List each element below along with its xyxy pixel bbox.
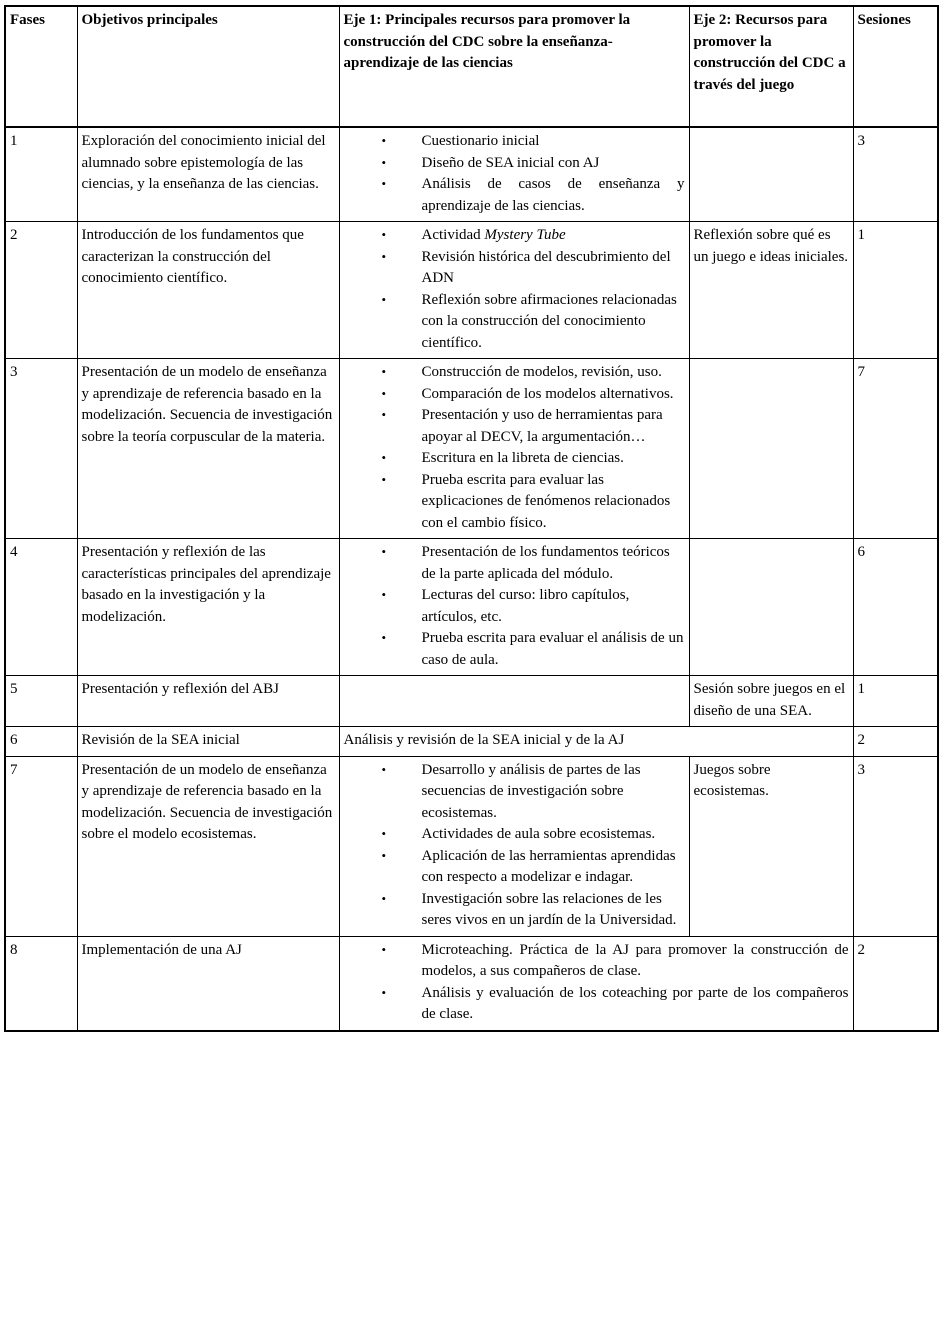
cell-objetivo: Presentación y reflexión del ABJ — [77, 676, 339, 727]
cell-sesiones: 6 — [853, 539, 938, 676]
column-header-sesiones: Sesiones — [853, 6, 938, 127]
cell-eje2 — [689, 127, 853, 222]
cell-fase: 5 — [5, 676, 77, 727]
list-item: • Microteaching. Práctica de la AJ para promover la construcción de modelos, a sus compañeros de clase. — [344, 940, 849, 983]
cell-fase: 6 — [5, 727, 77, 757]
table-row — [5, 936, 938, 1031]
cell-eje2: Juegos sobre ecosistemas. — [689, 756, 853, 936]
cell-eje2 — [689, 359, 853, 539]
cell-eje1-eje2-merged: Análisis y revisión de la SEA inicial y de la AJ — [339, 727, 853, 757]
list-item: • Escritura en la libreta de ciencias. — [344, 448, 685, 470]
cell-sesiones: 3 — [853, 756, 938, 936]
column-header-eje1: Eje 1: Principales recursos para promover la construcción del CDC sobre la enseñanza-aprendizaje de las ciencias — [339, 6, 689, 127]
cell-eje1 — [339, 539, 689, 676]
cell-objetivo: Exploración del conocimiento inicial del alumnado sobre epistemología de las ciencias, y la enseñanza de las ciencias. — [77, 127, 339, 222]
cell-objetivo: Presentación de un modelo de enseñanza y aprendizaje de referencia basado en la modelización. Secuencia de investigación sobre la teoría corpuscular de la materia. — [77, 359, 339, 539]
course-phases-table — [4, 5, 939, 1032]
bullet-list — [344, 225, 685, 354]
list-item-prefix: Actividad — [421, 227, 485, 243]
column-header-fases: Fases — [5, 6, 77, 127]
cell-objetivo: Implementación de una AJ — [77, 936, 339, 1031]
bullet-list — [344, 362, 685, 534]
cell-objetivo: Revisión de la SEA inicial — [77, 727, 339, 757]
table-header-row — [5, 6, 938, 127]
list-item: • Actividades de aula sobre ecosistemas. — [344, 824, 685, 846]
bullet-list — [344, 940, 849, 1026]
list-item: • Cuestionario inicial — [344, 131, 685, 153]
cell-eje1 — [339, 359, 689, 539]
cell-eje1-eje2-merged — [339, 936, 853, 1031]
table-row — [5, 222, 938, 359]
cell-fase: 4 — [5, 539, 77, 676]
column-header-eje2: Eje 2: Recursos para promover la construcción del CDC a través del juego — [689, 6, 853, 127]
cell-eje1 — [339, 676, 689, 727]
list-item: • Presentación y uso de herramientas para apoyar al DECV, la argumentación… — [344, 405, 685, 448]
cell-objetivo: Presentación de un modelo de enseñanza y aprendizaje de referencia basado en la modelización. Secuencia de investigación sobre el modelo ecosistemas. — [77, 756, 339, 936]
cell-eje1 — [339, 222, 689, 359]
cell-fase: 1 — [5, 127, 77, 222]
cell-sesiones: 7 — [853, 359, 938, 539]
column-header-objetivos: Objetivos principales — [77, 6, 339, 127]
cell-eje1 — [339, 127, 689, 222]
table-row — [5, 676, 938, 727]
cell-fase: 2 — [5, 222, 77, 359]
list-item — [344, 225, 685, 247]
list-item: • Diseño de SEA inicial con AJ — [344, 153, 685, 175]
cell-fase: 7 — [5, 756, 77, 936]
bullet-list — [344, 760, 685, 932]
cell-eje2: Sesión sobre juegos en el diseño de una SEA. — [689, 676, 853, 727]
cell-sesiones: 1 — [853, 676, 938, 727]
table-row — [5, 727, 938, 757]
list-item: • Desarrollo y análisis de partes de las secuencias de investigación sobre ecosistemas. — [344, 760, 685, 825]
list-item: • Análisis y evaluación de los coteaching por parte de los compañeros de clase. — [344, 983, 849, 1026]
cell-eje2 — [689, 539, 853, 676]
list-item: • Prueba escrita para evaluar las explicaciones de fenómenos relacionados con el cambio físico. — [344, 470, 685, 535]
cell-sesiones: 2 — [853, 727, 938, 757]
cell-sesiones: 1 — [853, 222, 938, 359]
table-row — [5, 359, 938, 539]
cell-fase: 8 — [5, 936, 77, 1031]
bullet-list — [344, 131, 685, 217]
list-item: • Comparación de los modelos alternativos. — [344, 384, 685, 406]
list-item: • Investigación sobre las relaciones de les seres vivos en un jardín de la Universidad. — [344, 889, 685, 932]
cell-objetivo: Introducción de los fundamentos que caracterizan la construcción del conocimiento científico. — [77, 222, 339, 359]
cell-sesiones: 3 — [853, 127, 938, 222]
list-item: • Prueba escrita para evaluar el análisis de un caso de aula. — [344, 628, 685, 671]
cell-fase: 3 — [5, 359, 77, 539]
list-item: • Presentación de los fundamentos teóricos de la parte aplicada del módulo. — [344, 542, 685, 585]
table-row — [5, 756, 938, 936]
cell-eje1 — [339, 756, 689, 936]
table-row — [5, 127, 938, 222]
list-item: • Lecturas del curso: libro capítulos, artículos, etc. — [344, 585, 685, 628]
cell-sesiones: 2 — [853, 936, 938, 1031]
list-item: • Revisión histórica del descubrimiento del ADN — [344, 247, 685, 290]
list-item: • Construcción de modelos, revisión, uso. — [344, 362, 685, 384]
list-item-emphasis: Mystery Tube — [484, 227, 566, 243]
cell-objetivo: Presentación y reflexión de las características principales del aprendizaje basado en la investigación y la modelización. — [77, 539, 339, 676]
bullet-list — [344, 542, 685, 671]
list-item: • Análisis de casos de enseñanza y aprendizaje de las ciencias. — [344, 174, 685, 217]
cell-eje2: Reflexión sobre qué es un juego e ideas iniciales. — [689, 222, 853, 359]
list-item: • Aplicación de las herramientas aprendidas con respecto a modelizar e indagar. — [344, 846, 685, 889]
list-item: • Reflexión sobre afirmaciones relacionadas con la construcción del conocimiento científico. — [344, 290, 685, 355]
table-row — [5, 539, 938, 676]
